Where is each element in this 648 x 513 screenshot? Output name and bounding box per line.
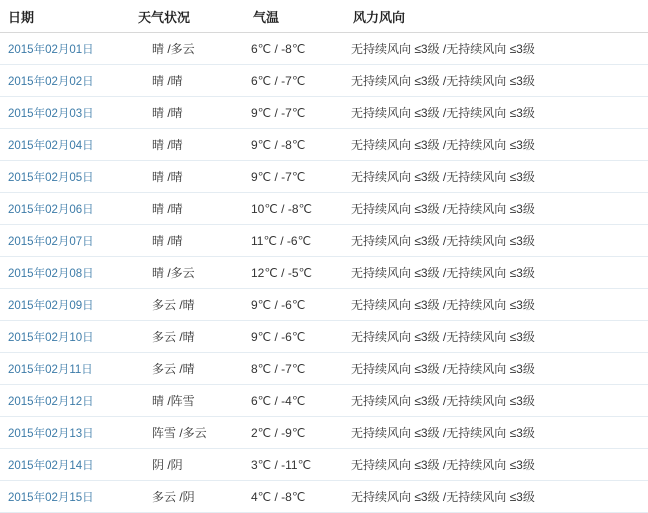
cell-temperature: 11℃ / -6℃ [245, 225, 345, 257]
table-row [0, 225, 648, 257]
cell-date[interactable]: 2015年02月14日 [0, 449, 130, 481]
cell-temperature: 9℃ / -7℃ [245, 97, 345, 129]
cell-temperature: 6℃ / -7℃ [245, 65, 345, 97]
cell-wind: 无持续风向 ≤3级 /无持续风向 ≤3级 [345, 321, 648, 353]
cell-wind: 无持续风向 ≤3级 /无持续风向 ≤3级 [345, 65, 648, 97]
cell-temperature: 2℃ / -9℃ [245, 417, 345, 449]
cell-date[interactable]: 2015年02月11日 [0, 353, 130, 385]
table-row [0, 385, 648, 417]
table-row [0, 353, 648, 385]
cell-date[interactable]: 2015年02月10日 [0, 321, 130, 353]
cell-wind: 无持续风向 ≤3级 /无持续风向 ≤3级 [345, 481, 648, 513]
table-row [0, 449, 648, 481]
cell-wind: 无持续风向 ≤3级 /无持续风向 ≤3级 [345, 225, 648, 257]
cell-date[interactable]: 2015年02月09日 [0, 289, 130, 321]
table-row [0, 321, 648, 353]
column-header-wind: 风力风向 [345, 0, 648, 33]
cell-temperature: 12℃ / -5℃ [245, 257, 345, 289]
cell-temperature: 9℃ / -7℃ [245, 161, 345, 193]
cell-wind: 无持续风向 ≤3级 /无持续风向 ≤3级 [345, 193, 648, 225]
cell-wind: 无持续风向 ≤3级 /无持续风向 ≤3级 [345, 97, 648, 129]
cell-date[interactable]: 2015年02月13日 [0, 417, 130, 449]
table-row [0, 481, 648, 513]
cell-condition: 多云 /晴 [130, 321, 245, 353]
table-row [0, 193, 648, 225]
cell-condition: 晴 /多云 [130, 257, 245, 289]
table-row [0, 129, 648, 161]
table-row [0, 65, 648, 97]
cell-date[interactable]: 2015年02月05日 [0, 161, 130, 193]
column-header-temperature: 气温 [245, 0, 345, 33]
cell-temperature: 9℃ / -6℃ [245, 321, 345, 353]
cell-condition: 多云 /阴 [130, 481, 245, 513]
cell-wind: 无持续风向 ≤3级 /无持续风向 ≤3级 [345, 289, 648, 321]
cell-condition: 晴 /晴 [130, 65, 245, 97]
cell-date[interactable]: 2015年02月04日 [0, 129, 130, 161]
cell-condition: 晴 /多云 [130, 33, 245, 65]
cell-wind: 无持续风向 ≤3级 /无持续风向 ≤3级 [345, 353, 648, 385]
table-row [0, 257, 648, 289]
table-body [0, 33, 648, 513]
cell-condition: 阴 /阴 [130, 449, 245, 481]
cell-condition: 晴 /晴 [130, 161, 245, 193]
cell-condition: 晴 /晴 [130, 193, 245, 225]
cell-wind: 无持续风向 ≤3级 /无持续风向 ≤3级 [345, 257, 648, 289]
table-head [0, 0, 648, 33]
table-header-row [0, 0, 648, 33]
cell-wind: 无持续风向 ≤3级 /无持续风向 ≤3级 [345, 385, 648, 417]
cell-condition: 多云 /晴 [130, 289, 245, 321]
cell-date[interactable]: 2015年02月03日 [0, 97, 130, 129]
cell-condition: 晴 /晴 [130, 129, 245, 161]
cell-temperature: 9℃ / -6℃ [245, 289, 345, 321]
cell-wind: 无持续风向 ≤3级 /无持续风向 ≤3级 [345, 33, 648, 65]
column-header-condition: 天气状况 [130, 0, 245, 33]
cell-condition: 晴 /阵雪 [130, 385, 245, 417]
cell-temperature: 4℃ / -8℃ [245, 481, 345, 513]
cell-condition: 晴 /晴 [130, 97, 245, 129]
cell-temperature: 8℃ / -7℃ [245, 353, 345, 385]
table-row [0, 97, 648, 129]
cell-wind: 无持续风向 ≤3级 /无持续风向 ≤3级 [345, 129, 648, 161]
cell-date[interactable]: 2015年02月06日 [0, 193, 130, 225]
cell-date[interactable]: 2015年02月02日 [0, 65, 130, 97]
table-row [0, 289, 648, 321]
cell-wind: 无持续风向 ≤3级 /无持续风向 ≤3级 [345, 161, 648, 193]
cell-temperature: 10℃ / -8℃ [245, 193, 345, 225]
cell-temperature: 9℃ / -8℃ [245, 129, 345, 161]
cell-date[interactable]: 2015年02月15日 [0, 481, 130, 513]
cell-temperature: 3℃ / -11℃ [245, 449, 345, 481]
column-header-date: 日期 [0, 0, 130, 33]
table-row [0, 33, 648, 65]
cell-wind: 无持续风向 ≤3级 /无持续风向 ≤3级 [345, 449, 648, 481]
table-row [0, 161, 648, 193]
cell-date[interactable]: 2015年02月08日 [0, 257, 130, 289]
cell-condition: 阵雪 /多云 [130, 417, 245, 449]
cell-date[interactable]: 2015年02月07日 [0, 225, 130, 257]
cell-date[interactable]: 2015年02月12日 [0, 385, 130, 417]
cell-condition: 多云 /晴 [130, 353, 245, 385]
cell-temperature: 6℃ / -8℃ [245, 33, 345, 65]
cell-temperature: 6℃ / -4℃ [245, 385, 345, 417]
cell-wind: 无持续风向 ≤3级 /无持续风向 ≤3级 [345, 417, 648, 449]
cell-condition: 晴 /晴 [130, 225, 245, 257]
cell-date[interactable]: 2015年02月01日 [0, 33, 130, 65]
table-row [0, 417, 648, 449]
